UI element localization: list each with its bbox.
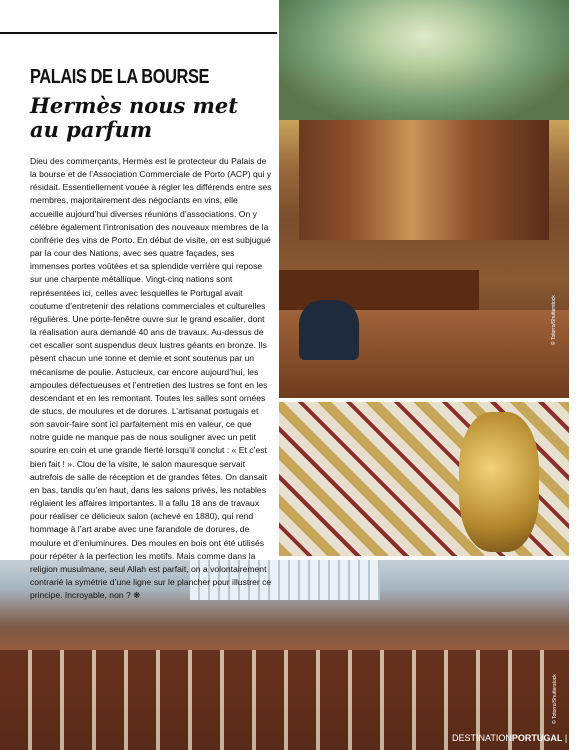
page-footer <box>452 733 580 743</box>
library-photo <box>279 0 569 398</box>
magazine-prefix: DESTINATION <box>452 733 512 743</box>
top-rule <box>0 32 277 34</box>
bookshelves <box>299 120 549 240</box>
gilded-ornament <box>459 412 539 552</box>
footer-separator: | <box>562 733 570 743</box>
article-headline: Hermès nous met au parfum <box>30 93 238 142</box>
courtyard-photo-credit: © Totorro/Shutterstock <box>552 674 558 724</box>
library-photo-credit: © Totorro/Shutterstock <box>551 295 557 345</box>
section-kicker: PALAIS DE LA BOURSE <box>30 66 210 88</box>
moorish-carving-photo <box>279 402 569 556</box>
page-number: 21 <box>569 733 580 743</box>
article-body: Dieu des commerçants, Hermès est le protecteur du Palais de la bourse et de l’Association Commerciale de Porto (ACP) qui y résidait. Essentiellement vouée à régler les différends entre ses membres, majoritairement des négociants en vins, elle accueille aujourd’hui diverses réunions d’associations. On y célèbre également l’intronisation des nouveaux membres de la confrérie des vins de Porto. En début de visite, on est subjugué par la cour des Nations, avec ses quatre façades, ses immenses portes voûtées et sa splendide verrière qui repose sur une charpente métallique. Vingt-cinq nations sont représentées ici, celles avec lesquelles le Portugal avait coutume d’entretenir des relations commerciales et culturelles régulières. Une porte-fenêtre ouvre sur le grand escalier, dont la réalisation aura demandé 40 ans de travaux. Au-dessus de cet escalier sont suspendus deux lustres géants en bronze. Ils pèsent chacun une tonne et demie et sont soutenus par un mécanisme de poulie. Astucieux, car encore aujourd’hui, les ampoules défectueuses et l’entretien des lustres se font en les descendant et en les remontant. Toutes les salles sont ornées de stucs, de moulures et de dorures. L’artisanat portugais et son savoir-faire sont ici parfaitement mis en valeur, ce que notre guide ne manque pas de nous souligner avec un petit sourire en coin et une grande fierté lorsqu’il conclut : « Et c’est bien fait ! ». Clou de la visite, le salon mauresque servait autrefois de salle de réception et de grandes fêtes. On dansait en bas, tandis qu’en haut, dans les salons privés, les notables réglaient les affaires importantes. Il a fallu 18 ans de travaux pour réaliser ce délicieux salon (achevé en 1880), qui rend hommage à l’art arabe avec une farandole de dorures, de moulure et d’enluminures. Des moules en bois ont été utilisés pour répéter à la perfection les motifs. Mais comme dans la religion musulmane, seul Allah est parfait, on a volontairement contrarié la symétrie d’une ligne sur le plancher pour illustrer ce principe. Incroyable, non ? ❋ <box>30 156 272 601</box>
painted-ceiling <box>279 0 569 120</box>
armchair <box>299 300 359 360</box>
magazine-brand: PORTUGAL <box>511 733 563 743</box>
